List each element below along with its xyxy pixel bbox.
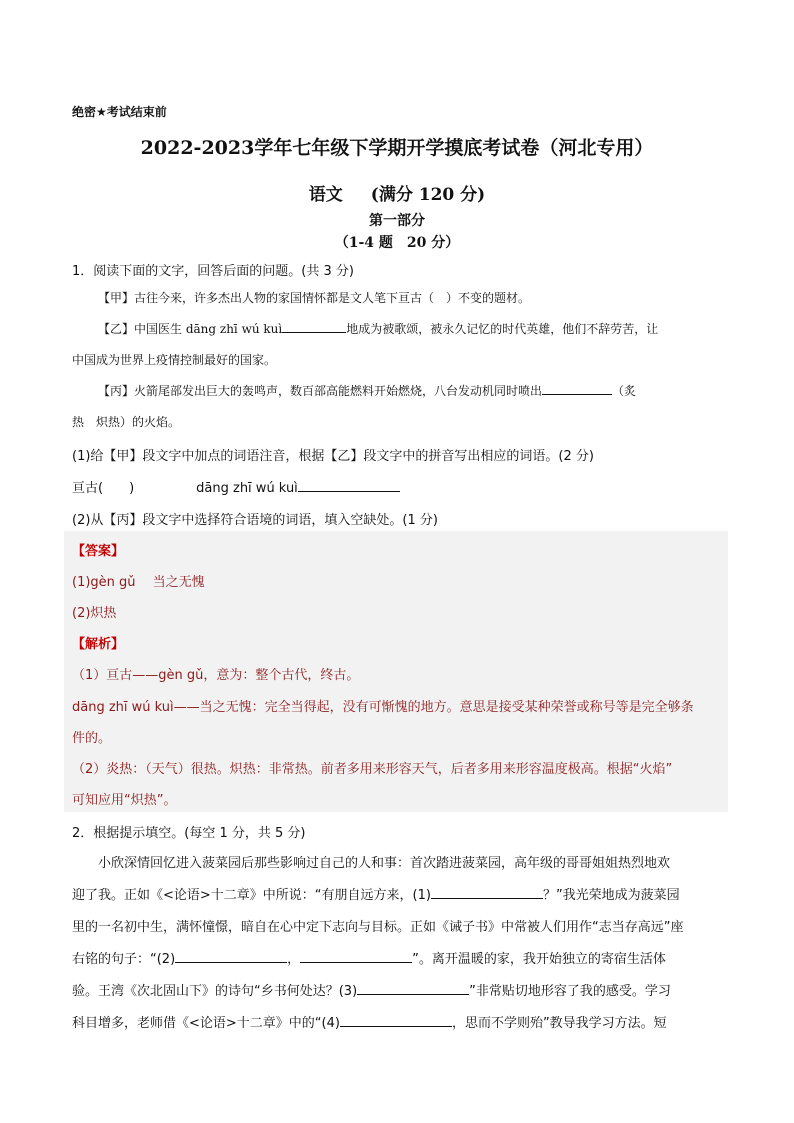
- answer-label: 【答案】: [72, 544, 125, 559]
- q2-line-1: 小欣深情回忆进入菠菜园后那些影响过自己的人和事：首次踏进菠菜园，高年级的哥哥姐姐热烈地欢: [98, 856, 671, 871]
- analysis-1: （1）亘古——gèn gǔ，意为：整个古代，终古。: [72, 668, 360, 683]
- confidential-label: 绝密★考试结束前: [72, 105, 167, 119]
- passage-bing-cont: 热 炽热）的火焰。: [72, 415, 181, 429]
- answer-1: (1)gèn gǔ 当之无愧: [72, 575, 205, 590]
- blank-line[interactable]: [542, 381, 612, 395]
- q2-line-5-a: 验。王湾《次北固山下》的诗句“乡书何处达？(3): [72, 984, 358, 999]
- q2-line-2: [72, 880, 724, 912]
- full-score: (满分 120 分): [370, 185, 486, 205]
- q2-line-6-a: 科目增多，老师借《<论语>十二章》中的“(4): [72, 1016, 340, 1031]
- passage-bing: [72, 376, 722, 407]
- q2-line-4-c: ”。离开温暖的家，我开始独立的寄宿生活体: [412, 952, 666, 967]
- passage-bing-choice: （炙: [612, 384, 637, 398]
- q2-line-4: [72, 944, 724, 976]
- passage-yi-start: 【乙】中国医生 dāng zhī wú kuì: [98, 322, 283, 336]
- q2-line-4-a: 右铭的句子：“(2): [72, 952, 176, 967]
- fill-pinyin-dzwk: dāng zhī wú kuì: [196, 481, 298, 496]
- q2-line-6: [72, 1008, 724, 1040]
- blank-2b[interactable]: [300, 949, 412, 963]
- q2-line-2-a: 迎了我。正如《<论语>十二章》中所说：“有朋自远方来，(1): [72, 888, 431, 903]
- subject-line: [0, 180, 794, 205]
- sub-question-2: (2)从【丙】段文字中选择符合语境的词语，填入空缺处。(1 分): [72, 513, 438, 528]
- blank-1[interactable]: [431, 885, 543, 899]
- passage-yi: [72, 314, 722, 345]
- blank-4[interactable]: [340, 1013, 452, 1027]
- sub-question-1: (1)给【甲】段文字中加点的词语注音，根据【乙】段文字中的拼音写出相应的词语。(2 分): [72, 449, 594, 464]
- q2-line-3: 里的一名初中生，满怀憧憬，暗自在心中定下志向与目标。正如《诫子书》中常被人们用作“志当存高远”座: [72, 920, 684, 935]
- q2-line-6-b: ，思而不学则殆”教导我学习方法。短: [451, 1016, 667, 1031]
- analysis-3-cont: 可知应用“炽热”。: [72, 793, 177, 808]
- question-1-stem: 1．阅读下面的文字，回答后面的问题。(共 3 分): [72, 264, 354, 279]
- blank-line[interactable]: [282, 319, 346, 333]
- passage-yi-end: 地成为被歌颂，被永久记忆的时代英雄，他们不辞劳苦，让: [346, 322, 659, 336]
- subject-name: 语文: [308, 185, 343, 205]
- blank-2a[interactable]: [175, 949, 287, 963]
- exam-title: 2022-2023学年七年级下学期开学摸底考试卷（河北专用）: [140, 137, 654, 159]
- passage-jia: 【甲】古往今来，许多杰出人物的家国情怀都是文人笔下亘古（ ）不变的题材。: [98, 291, 531, 305]
- passage-yi-cont: 中国成为世界上疫情控制最好的国家。: [72, 353, 277, 367]
- blank-line[interactable]: [298, 478, 400, 492]
- answer-2: (2)炽热: [72, 606, 117, 621]
- blank-3[interactable]: [357, 981, 469, 995]
- analysis-3: （2）炎热：（天气）很热。炽热：非常热。前者多用来形容天气，后者多用来形容温度极高。根据“火焰”: [72, 762, 673, 777]
- analysis-label: 【解析】: [72, 637, 125, 652]
- q2-line-4-b: ，: [287, 952, 301, 967]
- fill-line: [72, 477, 400, 496]
- question-2-stem: 2．根据提示填空。(每空 1 分，共 5 分): [72, 826, 306, 841]
- q2-line-2-b: ？”我光荣地成为菠菜园: [542, 888, 680, 903]
- part-range: （1-4 题 20 分）: [334, 235, 460, 251]
- q2-line-5-b: ”非常贴切地形容了我的感受。学习: [469, 984, 671, 999]
- part-heading: 第一部分: [369, 213, 425, 229]
- passage-bing-start: 【丙】火箭尾部发出巨大的轰鸣声，数百部高能燃料开始燃烧，八台发动机同时喷出: [98, 384, 543, 398]
- analysis-2-cont: 件的。: [72, 731, 112, 746]
- fill-pinyin-gengu: 亘古( ): [72, 481, 135, 496]
- q2-line-5: [72, 976, 724, 1008]
- analysis-2: dāng zhī wú kuì——当之无愧：完全当得起，没有可惭愧的地方。意思是接受某种荣誉或称号等是完全够条: [72, 700, 694, 715]
